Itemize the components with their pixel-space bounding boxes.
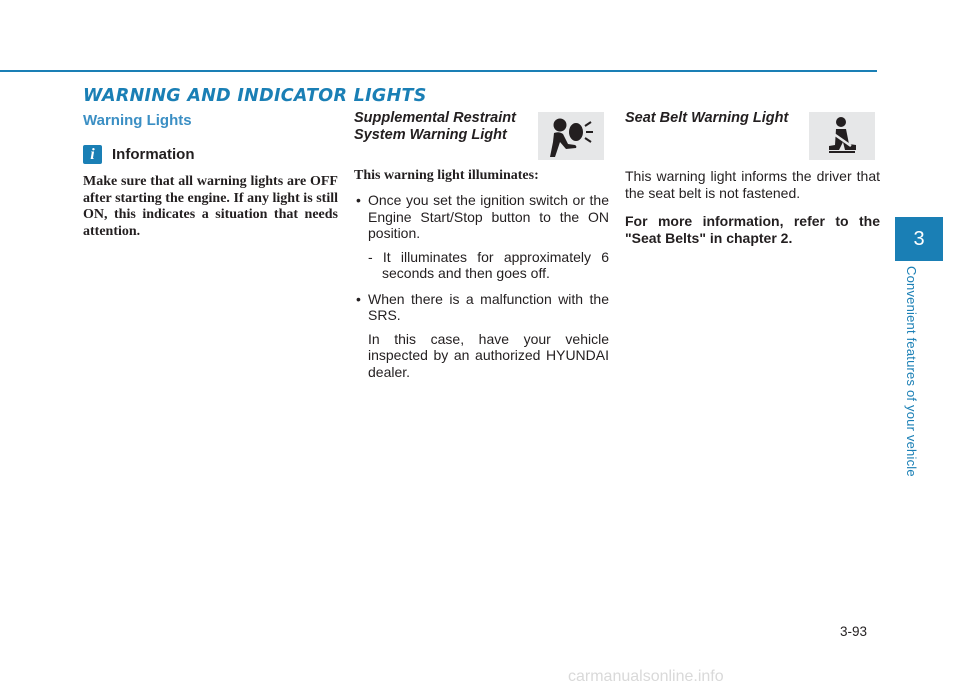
srs-bullet-list — [354, 192, 609, 380]
watermark: carmanualsonline.info — [568, 668, 724, 685]
srs-bullet-1-text: Once you set the ignition switch or the Engine Start/Stop button to the ON position. — [368, 192, 609, 241]
chapter-tab: 3 — [895, 217, 943, 261]
srs-bullet-2-sub: In this case, have your vehicle inspected by an authorized HYUNDAI dealer. — [368, 330, 609, 380]
srs-title: Supplemental Restraint System Warning Light — [354, 110, 516, 143]
information-text: Make sure that all warning lights are OFF after starting the engine. If any light is still ON, this indicates a situation that needs attention. — [83, 174, 338, 239]
seat-belt-reference: For more information, refer to the "Seat Belts" in chapter 2. — [625, 213, 880, 246]
srs-bullet-1-sub: - It illuminates for approximately 6 seconds and then goes off. — [368, 248, 609, 281]
warning-lights-heading: Warning Lights — [83, 112, 192, 129]
seat-belt-title: Seat Belt Warning Light — [625, 110, 789, 126]
srs-header — [354, 110, 609, 168]
airbag-warning-icon — [538, 112, 604, 160]
information-header — [83, 145, 338, 164]
information-icon: i — [83, 145, 102, 164]
seat-belt-warning-icon — [809, 112, 875, 160]
seat-belt-header — [625, 110, 880, 168]
srs-bullet-1: • Once you set the ignition switch or the Engine Start/Stop button to the ON position. - It illuminates for approximately 6 seconds and then goes off. — [356, 192, 609, 281]
page-number: 3-93 — [840, 624, 868, 639]
section-title: WARNING AND INDICATOR LIGHTS — [83, 86, 427, 106]
chapter-label: Convenient features of your vehicle — [904, 266, 919, 477]
srs-subhead: This warning light illuminates: — [354, 168, 539, 183]
column-srs-warning — [354, 110, 609, 380]
seat-belt-text: This warning light informs the driver that the seat belt is not fastened. — [625, 168, 880, 201]
header-rule — [0, 70, 877, 72]
srs-bullet-2: • When there is a malfunction with the SRS. In this case, have your vehicle inspected by an authorized HYUNDAI dealer. — [356, 290, 609, 380]
column-warning-lights — [83, 110, 338, 240]
information-title: Information — [112, 146, 195, 163]
column-seat-belt-warning — [625, 110, 880, 246]
srs-bullet-2-text: When there is a malfunction with the SRS. — [368, 290, 609, 323]
